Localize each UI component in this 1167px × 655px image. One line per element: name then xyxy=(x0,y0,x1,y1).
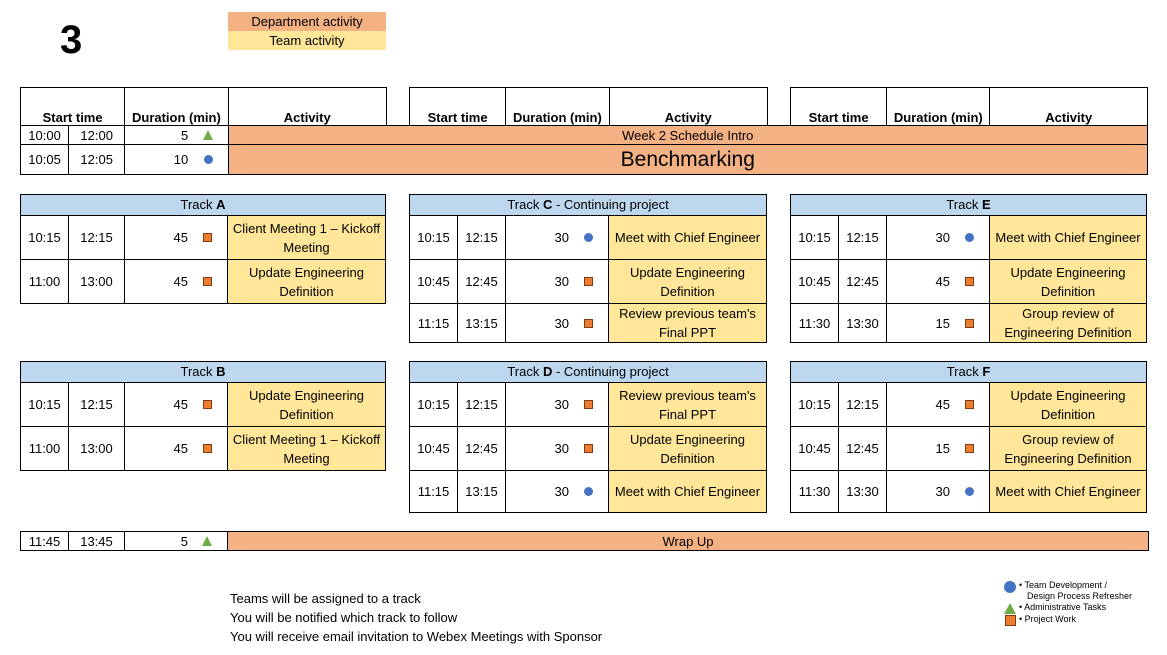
table-row xyxy=(410,260,767,304)
start-time: 11:45 xyxy=(21,532,69,551)
key-item xyxy=(1001,580,1132,602)
track-table xyxy=(409,361,767,513)
duration-value: 5 xyxy=(180,533,188,549)
track-label: Track xyxy=(946,197,982,212)
end-time: 12:15 xyxy=(458,383,506,427)
track-label: Track xyxy=(507,364,543,379)
key-item xyxy=(1001,614,1132,626)
duration-value: 45 xyxy=(173,441,188,456)
track-title xyxy=(21,362,386,383)
activity-cell: Update Engineering Definition xyxy=(228,383,386,427)
triangle-icon xyxy=(202,536,212,546)
duration-cell xyxy=(125,126,228,145)
duration-cell xyxy=(887,383,990,427)
activity-cell: Update Engineering Definition xyxy=(609,427,767,471)
header-activity-c: Activity xyxy=(990,88,1148,126)
duration-cell xyxy=(506,383,609,427)
activity-cell: Client Meeting 1 – Kickoff Meeting xyxy=(228,216,386,260)
duration-cell xyxy=(125,260,228,304)
track-title xyxy=(21,195,386,216)
table-row xyxy=(21,383,386,427)
icon-key xyxy=(1001,580,1132,626)
note-line: You will receive email invitation to Webex Meetings with Sponsor xyxy=(230,629,603,644)
start-time: 10:05 xyxy=(21,145,69,175)
activity-bar-intro: Week 2 Schedule Intro xyxy=(228,126,1147,145)
duration-value: 30 xyxy=(554,484,569,499)
key-label: • Project Work xyxy=(1019,614,1076,624)
header-duration-b: Duration (min) xyxy=(506,88,609,126)
square-icon xyxy=(203,277,212,286)
table-row xyxy=(410,427,767,471)
start-time: 10:15 xyxy=(21,216,69,260)
header-start-a: Start time xyxy=(21,88,125,126)
duration-value: 30 xyxy=(935,484,950,499)
circle-icon xyxy=(965,487,974,496)
header-gap xyxy=(386,88,409,126)
activity-cell: Review previous team's Final PPT xyxy=(609,383,767,427)
duration-value: 30 xyxy=(935,230,950,245)
activity-bar-wrap-up: Wrap Up xyxy=(228,532,1149,551)
duration-value: 45 xyxy=(173,397,188,412)
circle-icon xyxy=(204,155,213,164)
notes xyxy=(230,589,602,646)
square-icon xyxy=(584,277,593,286)
square-icon xyxy=(203,444,212,453)
end-time: 13:15 xyxy=(458,304,506,343)
track-label: Track xyxy=(946,364,983,379)
track-title-row xyxy=(791,362,1147,383)
end-time: 13:00 xyxy=(69,260,125,304)
header-activity-b: Activity xyxy=(609,88,767,126)
key-label-cont: Design Process Refresher xyxy=(1027,591,1133,601)
wrap-up-row xyxy=(21,532,1149,551)
duration-cell xyxy=(887,427,990,471)
activity-cell: Meet with Chief Engineer xyxy=(990,216,1147,260)
track-title xyxy=(410,195,767,216)
intro-row xyxy=(21,145,1148,175)
activity-cell: Group review of Engineering Definition xyxy=(990,304,1147,343)
square-icon xyxy=(965,319,974,328)
duration-cell xyxy=(506,260,609,304)
track-letter: D xyxy=(542,364,553,379)
duration-cell xyxy=(125,532,228,551)
track-suffix: - Continuing project xyxy=(552,364,669,379)
track-title xyxy=(791,362,1147,383)
page-number: 3 xyxy=(60,18,83,62)
activity-cell: Client Meeting 1 – Kickoff Meeting xyxy=(228,427,386,471)
end-time: 13:15 xyxy=(458,471,506,513)
note-line: You will be notified which track to follow xyxy=(230,610,458,625)
square-icon xyxy=(584,319,593,328)
legend-department: Department activity xyxy=(228,12,386,31)
end-time: 12:15 xyxy=(839,216,887,260)
duration-cell xyxy=(125,383,228,427)
key-item xyxy=(1001,602,1132,614)
start-time: 11:15 xyxy=(410,471,458,513)
end-time: 12:05 xyxy=(69,145,125,175)
activity-cell: Meet with Chief Engineer xyxy=(990,471,1147,513)
header-activity-a: Activity xyxy=(228,88,386,126)
start-time: 10:45 xyxy=(410,260,458,304)
end-time: 12:45 xyxy=(458,427,506,471)
table-row xyxy=(21,260,386,304)
duration-value: 45 xyxy=(173,230,188,245)
table-row xyxy=(791,216,1147,260)
table-row xyxy=(791,427,1147,471)
track-title-row xyxy=(410,195,767,216)
end-time: 12:15 xyxy=(839,383,887,427)
track-letter: B xyxy=(216,364,226,379)
header-duration-c: Duration (min) xyxy=(887,88,990,126)
track-label: Track xyxy=(507,197,543,212)
activity-cell: Update Engineering Definition xyxy=(609,260,767,304)
duration-value: 30 xyxy=(554,397,569,412)
start-time: 10:15 xyxy=(410,383,458,427)
header-start-c: Start time xyxy=(790,88,886,126)
duration-cell xyxy=(887,260,990,304)
circle-icon xyxy=(965,233,974,242)
end-time: 12:00 xyxy=(69,126,125,145)
activity-cell: Update Engineering Definition xyxy=(228,260,386,304)
activity-cell: Review previous team's Final PPT xyxy=(609,304,767,343)
start-time: 11:30 xyxy=(791,471,839,513)
track-table xyxy=(790,361,1147,513)
track-title xyxy=(410,362,767,383)
square-icon xyxy=(965,400,974,409)
track-letter: F xyxy=(982,364,991,379)
duration-cell xyxy=(125,145,228,175)
track-title-row xyxy=(410,362,767,383)
track-suffix: - Continuing project xyxy=(552,197,669,212)
table-row xyxy=(21,427,386,471)
table-row xyxy=(791,260,1147,304)
duration-cell xyxy=(887,471,990,513)
duration-value: 15 xyxy=(935,441,950,456)
start-time: 11:00 xyxy=(21,427,69,471)
activity-cell: Group review of Engineering Definition xyxy=(990,427,1147,471)
end-time: 12:15 xyxy=(69,383,125,427)
circle-icon xyxy=(584,233,593,242)
start-time: 10:15 xyxy=(21,383,69,427)
duration-value: 10 xyxy=(173,152,189,167)
duration-cell xyxy=(506,216,609,260)
end-time: 12:15 xyxy=(458,216,506,260)
track-label: Track xyxy=(180,364,217,379)
table-row xyxy=(410,471,767,513)
end-time: 13:30 xyxy=(839,471,887,513)
wrap-up-table xyxy=(20,531,1149,551)
activity-cell: Meet with Chief Engineer xyxy=(609,471,767,513)
start-time: 11:15 xyxy=(410,304,458,343)
duration-value: 30 xyxy=(554,315,569,331)
duration-cell xyxy=(506,304,609,343)
duration-value: 5 xyxy=(181,127,189,143)
square-icon xyxy=(1005,615,1016,626)
track-table xyxy=(20,361,386,471)
table-row xyxy=(791,471,1147,513)
track-title xyxy=(791,195,1147,216)
duration-cell xyxy=(506,471,609,513)
activity-cell: Update Engineering Definition xyxy=(990,260,1147,304)
end-time: 13:00 xyxy=(69,427,125,471)
square-icon xyxy=(203,233,212,242)
table-row xyxy=(410,383,767,427)
start-time: 11:00 xyxy=(21,260,69,304)
triangle-icon xyxy=(203,130,213,140)
legend-team: Team activity xyxy=(228,31,386,50)
track-letter: A xyxy=(216,197,226,212)
start-time: 10:15 xyxy=(791,383,839,427)
square-icon xyxy=(965,277,974,286)
triangle-icon xyxy=(1004,603,1016,614)
duration-cell xyxy=(125,427,228,471)
end-time: 13:30 xyxy=(839,304,887,343)
square-icon xyxy=(965,444,974,453)
duration-cell xyxy=(887,216,990,260)
end-time: 12:15 xyxy=(69,216,125,260)
key-label: • Administrative Tasks xyxy=(1019,602,1107,612)
start-time: 10:15 xyxy=(410,216,458,260)
track-title-row xyxy=(21,362,386,383)
activity-cell: Meet with Chief Engineer xyxy=(609,216,767,260)
intro-schedule-table xyxy=(20,87,1148,175)
square-icon xyxy=(203,400,212,409)
circle-icon xyxy=(1004,581,1016,593)
square-icon xyxy=(584,444,593,453)
track-title-row xyxy=(791,195,1147,216)
track-label: Track xyxy=(180,197,217,212)
note-line: Teams will be assigned to a track xyxy=(230,591,421,606)
track-table xyxy=(790,194,1147,343)
end-time: 12:45 xyxy=(458,260,506,304)
table-row xyxy=(410,304,767,343)
intro-row xyxy=(21,126,1148,145)
duration-value: 15 xyxy=(935,315,950,331)
duration-value: 30 xyxy=(554,230,569,245)
activity-bar-benchmarking: Benchmarking xyxy=(228,145,1147,175)
table-row xyxy=(21,216,386,260)
track-letter: E xyxy=(981,197,991,212)
track-title-row xyxy=(21,195,386,216)
track-letter: C xyxy=(542,197,553,212)
track-table xyxy=(20,194,386,304)
end-time: 12:45 xyxy=(839,427,887,471)
end-time: 13:45 xyxy=(69,532,125,551)
square-icon xyxy=(584,400,593,409)
header-gap xyxy=(767,88,790,126)
end-time: 12:45 xyxy=(839,260,887,304)
duration-cell xyxy=(887,304,990,343)
duration-value: 30 xyxy=(554,274,569,289)
key-label: • Team Development / xyxy=(1019,580,1108,590)
duration-value: 45 xyxy=(935,274,950,289)
duration-value: 45 xyxy=(935,397,950,412)
track-table xyxy=(409,194,767,343)
table-row xyxy=(410,216,767,260)
duration-value: 30 xyxy=(554,441,569,456)
duration-value: 45 xyxy=(173,274,188,289)
start-time: 10:15 xyxy=(791,216,839,260)
header-row xyxy=(21,88,1148,126)
start-time: 10:45 xyxy=(791,260,839,304)
header-duration-a: Duration (min) xyxy=(125,88,228,126)
table-row xyxy=(791,304,1147,343)
duration-cell xyxy=(506,427,609,471)
duration-cell xyxy=(125,216,228,260)
start-time: 10:45 xyxy=(791,427,839,471)
activity-cell: Update Engineering Definition xyxy=(990,383,1147,427)
header-start-b: Start time xyxy=(409,88,505,126)
start-time: 11:30 xyxy=(791,304,839,343)
circle-icon xyxy=(584,487,593,496)
start-time: 10:00 xyxy=(21,126,69,145)
table-row xyxy=(791,383,1147,427)
start-time: 10:45 xyxy=(410,427,458,471)
